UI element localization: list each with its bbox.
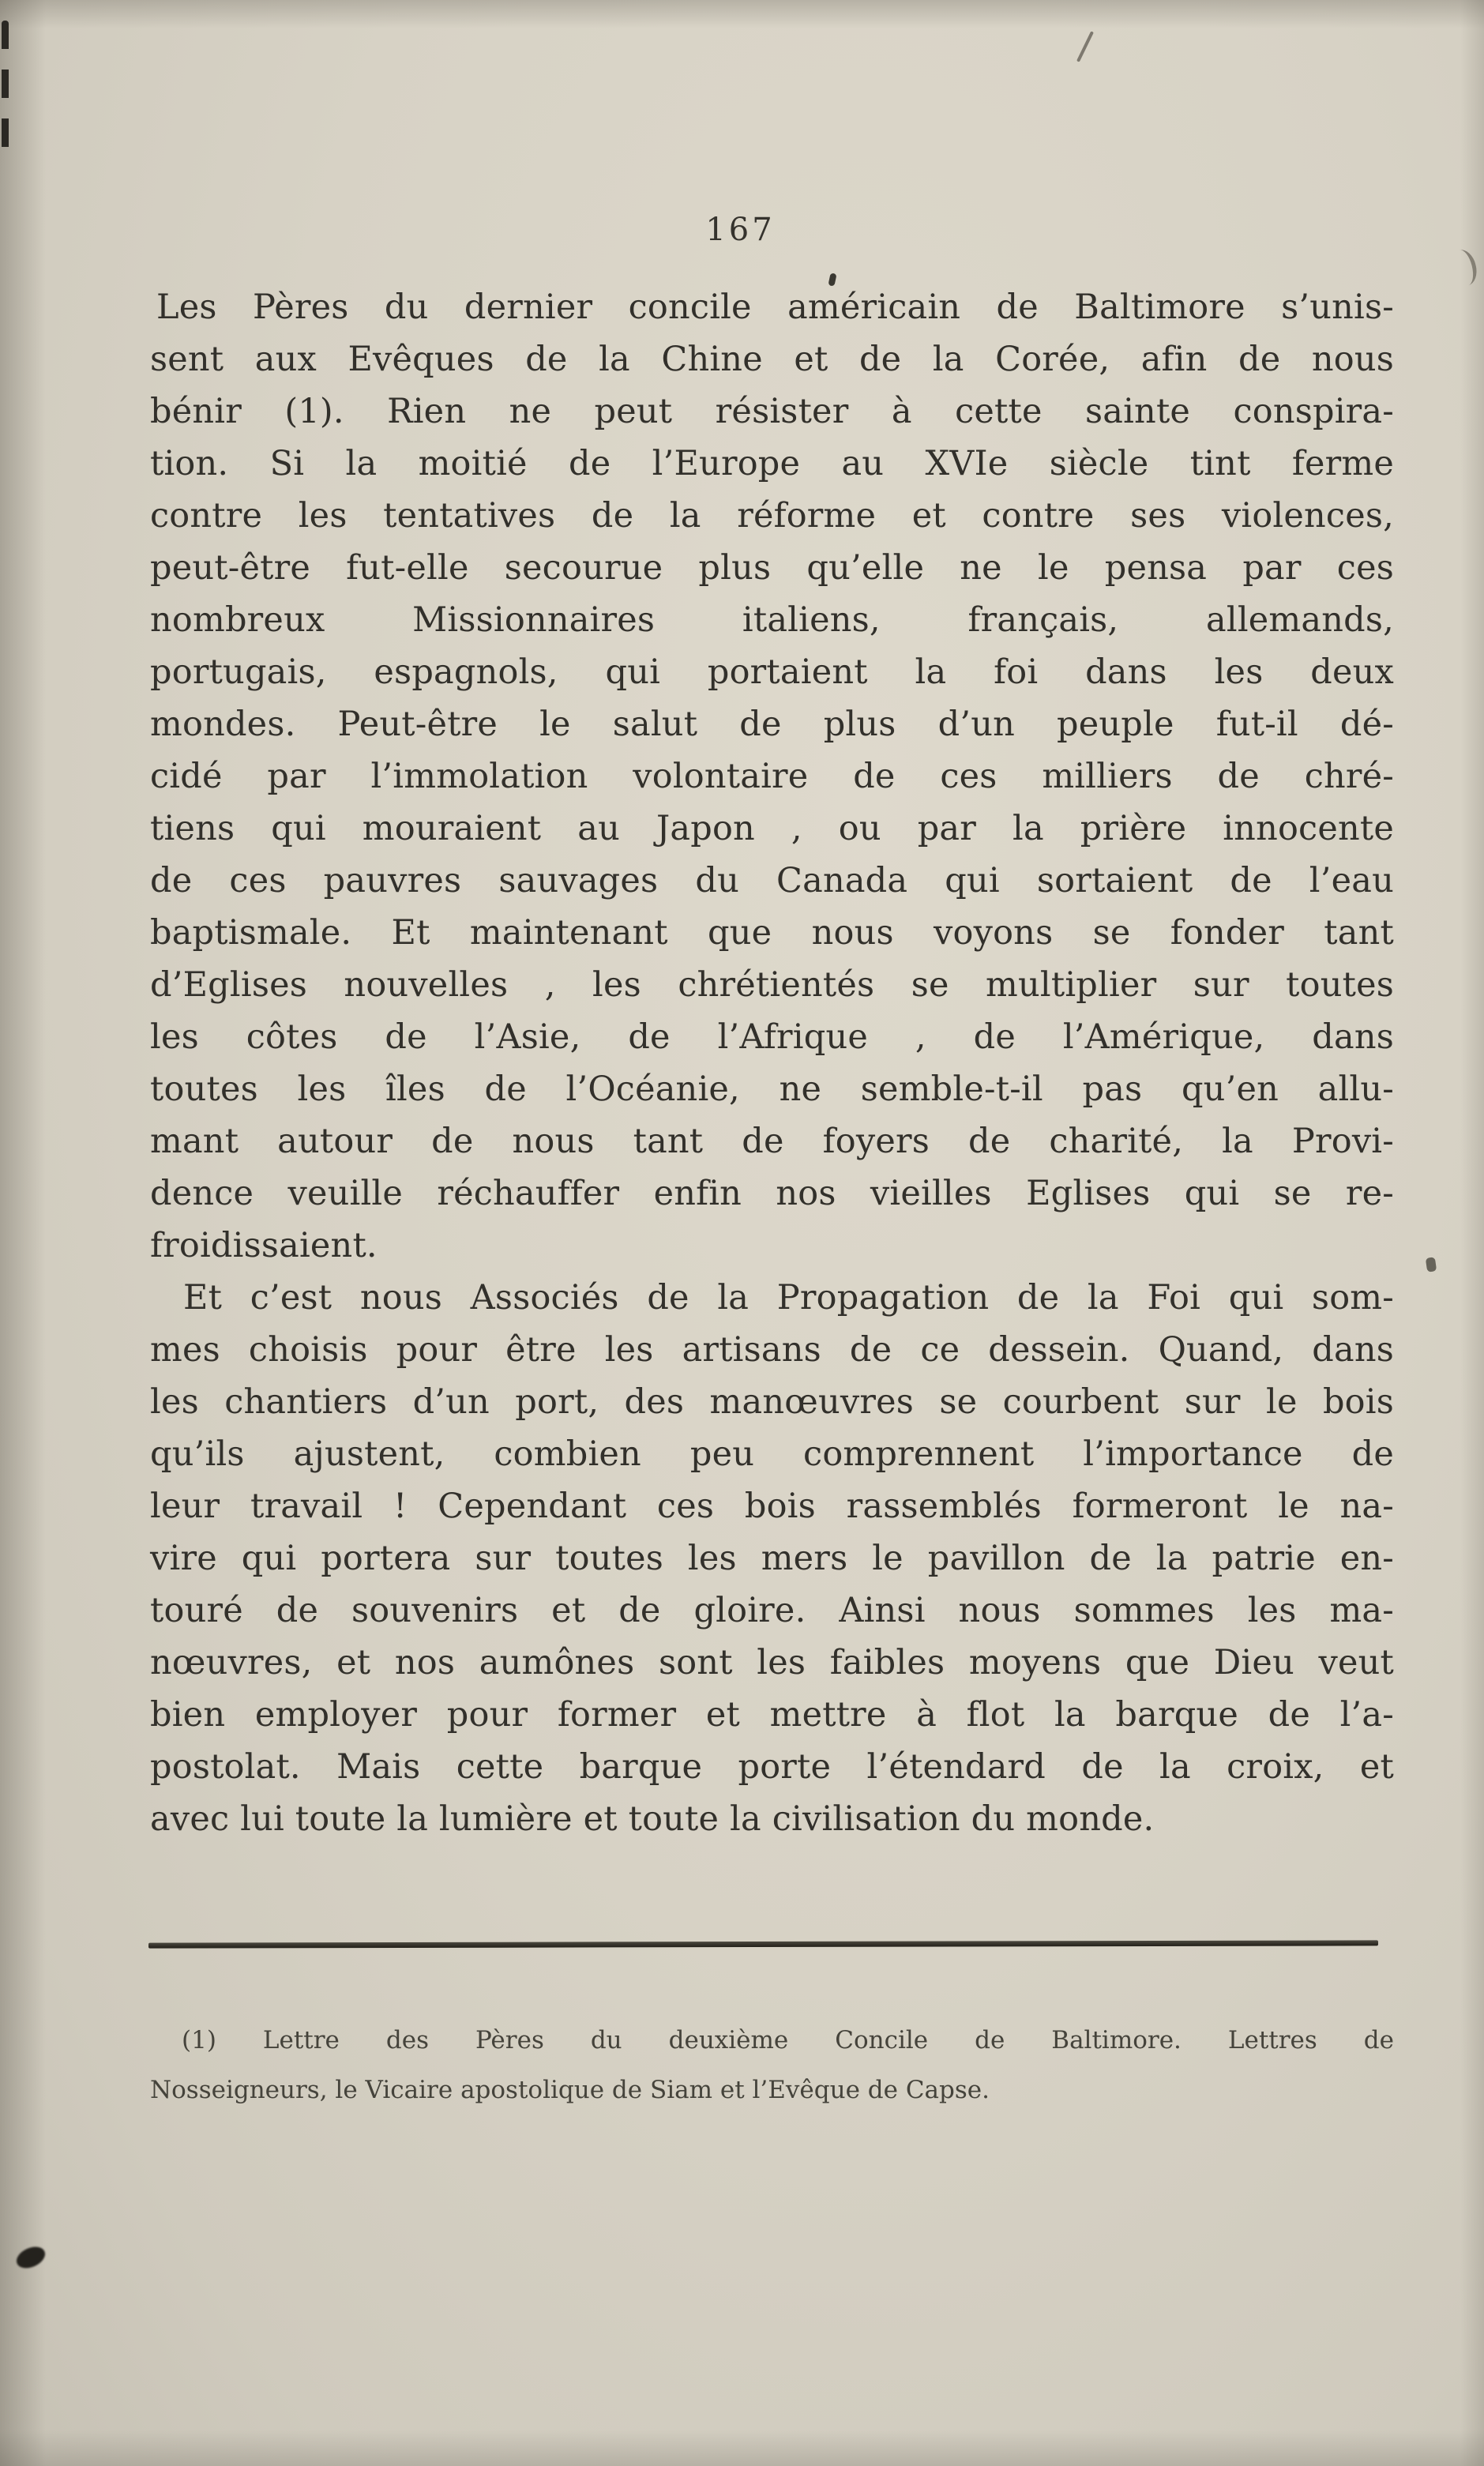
text-line: touré de souvenirs et de gloire. Ainsi nous sommes les ma- — [150, 1591, 1394, 1630]
text-line: peut-être fut-elle secourue plus qu’elle ne le pensa par ces — [150, 548, 1394, 588]
page-number: 167 — [705, 212, 776, 248]
text-line: nœuvres, et nos aumônes sont les faibles moyens que Dieu veut — [150, 1643, 1394, 1682]
text-line: cidé par l’immolation volontaire de ces milliers de chré- — [150, 757, 1394, 796]
scan-artifact-edge-dashes — [2, 21, 9, 160]
paragraph-2 — [150, 1272, 1394, 1845]
text-line: bénir (1). Rien ne peut résister à cette sainte conspira- — [150, 392, 1394, 431]
text-line: d’Eglises nouvelles , les chrétientés se multiplier sur toutes — [150, 965, 1394, 1005]
text-line: nombreux Missionnaires italiens, français, allemands, — [150, 600, 1394, 640]
scan-artifact-ink-speck — [1426, 1257, 1437, 1272]
text-line: mes choisis pour être les artisans de ce dessein. Quand, dans — [150, 1330, 1394, 1370]
text-line: vire qui portera sur toutes les mers le pavillon de la patrie en- — [150, 1539, 1394, 1578]
text-line: portugais, espagnols, qui portaient la foi dans les deux — [150, 652, 1394, 692]
scan-artifact-ink-blob — [13, 2242, 48, 2272]
text-line: contre les tentatives de la réforme et contre ses violences, — [150, 496, 1394, 536]
text-line: avec lui toute la lumière et toute la civilisation du monde. — [150, 1799, 1155, 1839]
page-edge-shadow-top — [0, 0, 1484, 28]
text-line: toutes les îles de l’Océanie, ne semble-t-il pas qu’en allu- — [150, 1069, 1394, 1109]
text-line: bien employer pour former et mettre à flot la barque de l’a- — [150, 1695, 1394, 1735]
footnote-rule — [148, 1940, 1378, 1948]
text-line: Et c’est nous Associés de la Propagation de la Foi qui som- — [183, 1278, 1394, 1318]
text-line: tiens qui mouraient au Japon , ou par la prière innocente — [150, 809, 1394, 848]
text-line: mondes. Peut-être le salut de plus d’un peuple fut-il dé- — [150, 705, 1394, 744]
text-line: baptismale. Et maintenant que nous voyons se fonder tant — [150, 913, 1394, 953]
text-line: de ces pauvres sauvages du Canada qui sortaient de l’eau — [150, 861, 1394, 900]
footnote-text — [150, 2016, 1394, 2115]
text-line: mant autour de nous tant de foyers de charité, la Provi- — [150, 1122, 1394, 1161]
scan-artifact-curve — [1448, 247, 1480, 288]
text-line: postolat. Mais cette barque porte l’étendard de la croix, et — [150, 1747, 1394, 1787]
text-line: sent aux Evêques de la Chine et de la Corée, afin de nous — [150, 340, 1394, 379]
paragraph-1 — [150, 281, 1394, 1272]
text-line: (1) Lettre des Pères du deuxième Concile de Baltimore. Lettres de — [182, 2026, 1394, 2054]
text-line: Nosseigneurs, le Vicaire apostolique de Siam et l’Evêque de Capse. — [150, 2076, 990, 2104]
text-line: les côtes de l’Asie, de l’Afrique , de l’Amérique, dans — [150, 1017, 1394, 1057]
text-line: dence veuille réchauffer enfin nos vieilles Eglises qui se re- — [150, 1174, 1394, 1213]
scan-artifact-slash — [1076, 31, 1094, 62]
page-edge-shadow-right — [1460, 0, 1484, 2466]
text-line: les chantiers d’un port, des manœuvres se courbent sur le bois — [150, 1382, 1394, 1422]
text-line: qu’ils ajustent, combien peu comprennent l’importance de — [150, 1434, 1394, 1474]
text-line: Les Pères du dernier concile américain de Baltimore s’unis- — [156, 288, 1394, 327]
main-text — [150, 281, 1394, 1845]
page-edge-shadow-left — [0, 0, 46, 2466]
page-edge-shadow-bottom — [0, 2430, 1484, 2466]
text-line: froidissaient. — [150, 1226, 378, 1265]
text-line: leur travail ! Cependant ces bois rassemblés formeront le na- — [150, 1487, 1394, 1526]
text-line: tion. Si la moitié de l’Europe au XVIe siècle tint ferme — [150, 444, 1394, 483]
